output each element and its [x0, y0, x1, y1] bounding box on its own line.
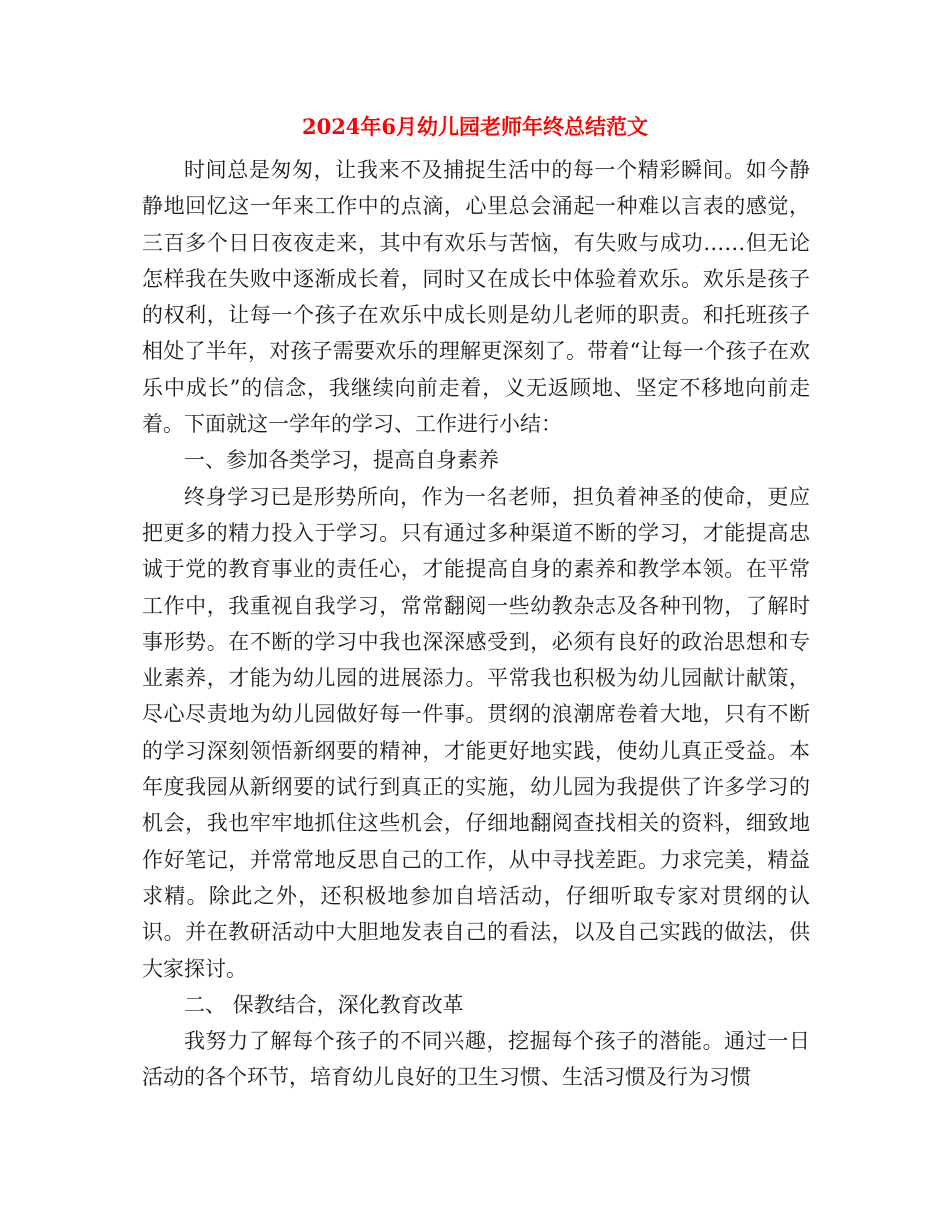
paragraph-section-2: 我努力了解每个孩子的不同兴趣，挖掘每个孩子的潜能。通过一日活动的各个环节，培育幼儿良好的卫生习惯、生活习惯及行为习惯 — [142, 1029, 810, 1090]
paragraph-section-1: 终身学习已是形势所向，作为一名老师，担负着神圣的使命，更应把更多的精力投入于学习。只有通过多种渠道不断的学习，才能提高忠诚于党的教育事业的责任心，才能提高自身的素养和教学本领。在平常工作中，我重视自我学习，常常翻阅一些幼教杂志及各种刊物，了解时事形势。在不断的学习中我也深深感受到，必须有良好的政治思想和专业素养，才能为幼儿园的进展添力。平常我也积极为幼儿园献计献策，尽心尽责地为幼儿园做好每一件事。贯纲的浪潮席卷着大地，只有不断的学习深刻领悟新纲要的精神，才能更好地实践，使幼儿真正受益。本年度我园从新纲要的试行到真正的实施，幼儿园为我提供了许多学习的机会，我也牢牢地抓住这些机会，仔细地翻阅查找相关的资料，细致地作好笔记，并常常地反思自己的工作，从中寻找差距。力求完美，精益求精。除此之外，还积极地参加自培活动，仔细听取专家对贯纲的认识。并在教研活动中大胆地发表自己的看法，以及自己实践的做法，供大家探讨。 — [142, 484, 810, 981]
section-heading-1: 一、参加各类学习，提高自身素养 — [184, 448, 499, 473]
paragraph-intro: 时间总是匆匆，让我来不及捕捉生活中的每一个精彩瞬间。如今静静地回忆这一年来工作中的点滴，心里总会涌起一种难以言表的感觉，三百多个日日夜夜走来，其中有欢乐与苦恼，有失败与成功……但无论怎样我在失败中逐渐成长着，同时又在成长中体验着欢乐。欢乐是孩子的权利，让每一个孩子在欢乐中成长则是幼儿老师的职责。和托班孩子相处了半年，对孩子需要欢乐的理解更深刻了。带着“让每一个孩子在欢乐中成长”的信念，我继续向前走着，义无返顾地、坚定不移地向前走着。下面就这一学年的学习、工作进行小结： — [142, 158, 810, 437]
document-title: 2024年6月幼儿园老师年终总结范文 — [301, 114, 649, 139]
section-heading-2: 二、 保教结合，深化教育改革 — [184, 992, 464, 1017]
document-body — [142, 152, 810, 1096]
